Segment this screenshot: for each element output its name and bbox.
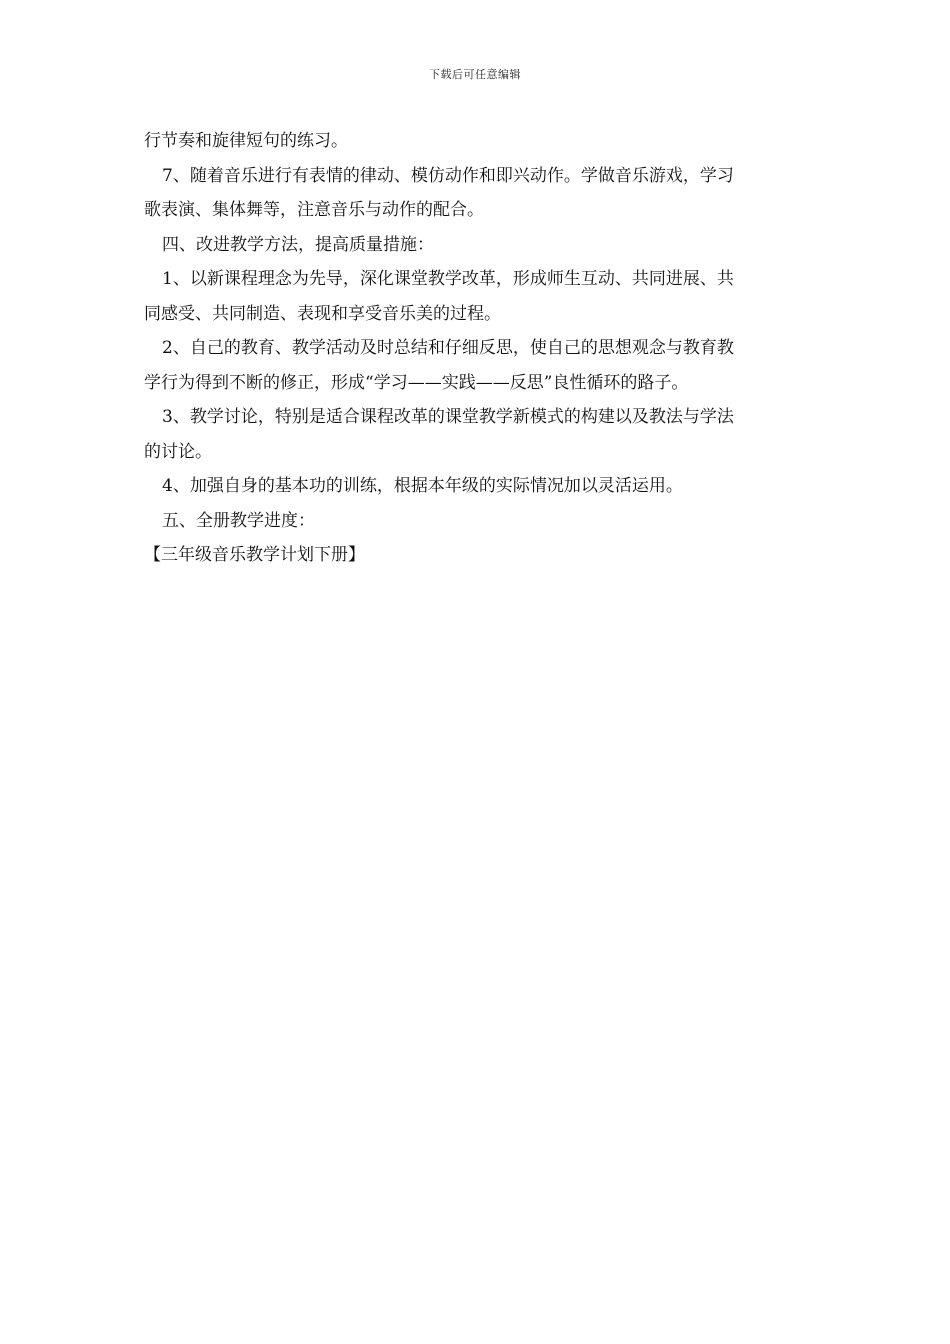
body-line: 7、随着音乐进行有表情的律动、模仿动作和即兴动作。学做音乐游戏，学习 [162, 165, 734, 186]
header-note: 下载后可任意编辑 [429, 68, 521, 81]
document-title-bracket: 【三年级音乐教学计划下册】 [144, 545, 365, 565]
body-line: 行节奏和旋律短句的练习。 [144, 131, 348, 151]
body-line: 1、以新课程理念为先导，深化课堂教学改革，形成师生互动、共同进展、共 [162, 269, 734, 289]
body-line: 2、自己的教育、教学活动及时总结和仔细反思，使自己的思想观念与教育教 [162, 338, 734, 358]
section-heading: 四、改进教学方法，提高质量措施： [162, 234, 434, 255]
section-heading: 五、全册教学进度： [162, 510, 315, 531]
body-line: 歌表演、集体舞等，注意音乐与动作的配合。 [144, 200, 484, 220]
document-body [144, 124, 808, 573]
body-line: 4、加强自身的基本功的训练，根据本年级的实际情况加以灵活运用。 [162, 476, 683, 496]
body-line: 同感受、共同制造、表现和享受音乐美的过程。 [144, 303, 501, 324]
body-line: 的讨论。 [144, 441, 212, 462]
body-line: 3、教学讨论，特别是适合课程改革的课堂教学新模式的构建以及教法与学法 [162, 407, 734, 427]
body-line: 学行为得到不断的修正，形成“学习——实践——反思”良性循环的路子。 [144, 372, 689, 393]
